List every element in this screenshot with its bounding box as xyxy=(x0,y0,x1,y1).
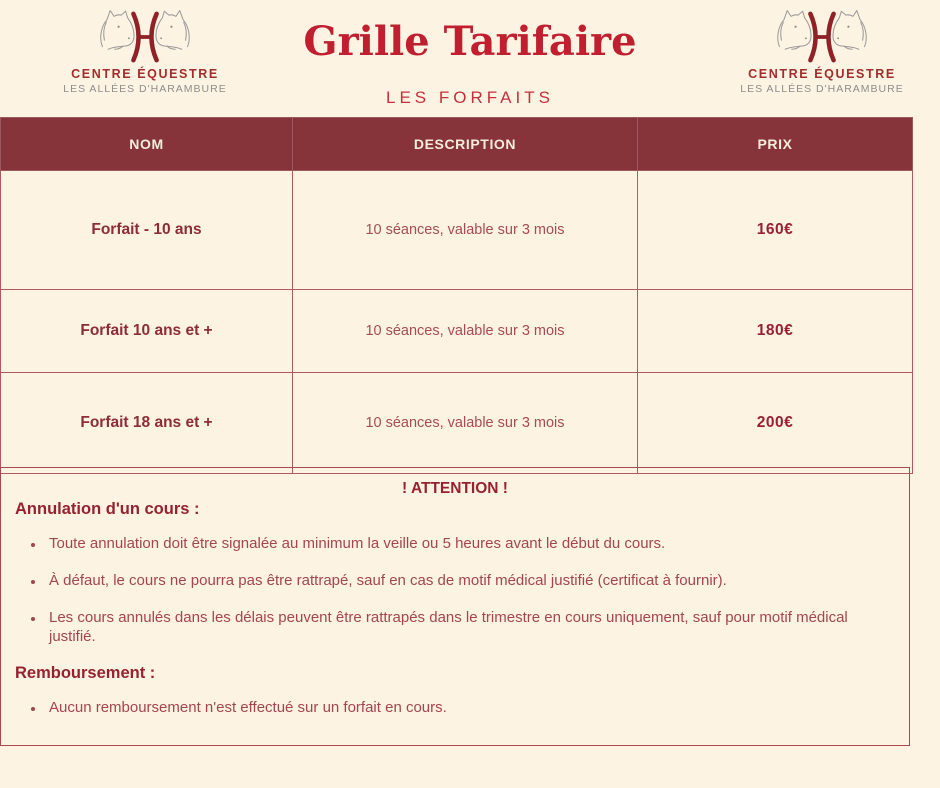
logo-subname: LES ALLÉES D'HARAMBURE xyxy=(63,83,227,95)
forfait-description: 10 séances, valable sur 3 mois xyxy=(293,290,638,373)
table-header-row xyxy=(1,118,913,171)
annulation-bullet-list xyxy=(15,534,895,647)
forfait-description: 10 séances, valable sur 3 mois xyxy=(293,171,638,290)
attention-title: ! ATTENTION ! xyxy=(402,480,508,497)
forfait-price: 180€ xyxy=(638,290,913,373)
page-title: Grille Tarifaire xyxy=(303,18,637,65)
forfait-price: 200€ xyxy=(638,373,913,474)
column-header-nom: NOM xyxy=(1,118,293,171)
remboursement-bullet-list xyxy=(15,698,895,718)
list-item: • Toute annulation doit être signalée au minimum la veille ou 5 heures avant le début du cours. xyxy=(45,534,895,554)
table-row xyxy=(1,290,913,373)
page-subtitle: LES FORFAITS xyxy=(386,88,554,107)
logo-name: CENTRE ÉQUESTRE xyxy=(71,67,219,81)
table-row xyxy=(1,373,913,474)
forfait-name: Forfait 10 ans et + xyxy=(1,290,293,373)
forfait-name: Forfait - 10 ans xyxy=(1,171,293,290)
list-item: • Les cours annulés dans les délais peuvent être rattrapés dans le trimestre en cours uniquement, sauf pour motif médical justifié. xyxy=(45,608,895,648)
column-header-description: DESCRIPTION xyxy=(293,118,638,171)
logo-name: CENTRE ÉQUESTRE xyxy=(748,67,896,81)
horse-heads-icon xyxy=(763,8,881,66)
logo-right xyxy=(722,8,922,95)
forfait-description: 10 séances, valable sur 3 mois xyxy=(293,373,638,474)
section-heading-annulation: Annulation d'un cours : xyxy=(15,500,200,518)
list-item: • Aucun remboursement n'est effectué sur un forfait en cours. xyxy=(45,698,895,718)
table-row xyxy=(1,171,913,290)
forfait-name: Forfait 18 ans et + xyxy=(1,373,293,474)
logo-subname: LES ALLÉES D'HARAMBURE xyxy=(740,83,904,95)
forfait-price: 160€ xyxy=(638,171,913,290)
list-item: • À défaut, le cours ne pourra pas être rattrapé, sauf en cas de motif médical justifié (certificat à fournir). xyxy=(45,571,895,591)
pricing-table xyxy=(0,117,913,474)
section-heading-remboursement: Remboursement : xyxy=(15,664,156,683)
column-header-prix: PRIX xyxy=(638,118,913,171)
notes-box xyxy=(0,467,910,746)
